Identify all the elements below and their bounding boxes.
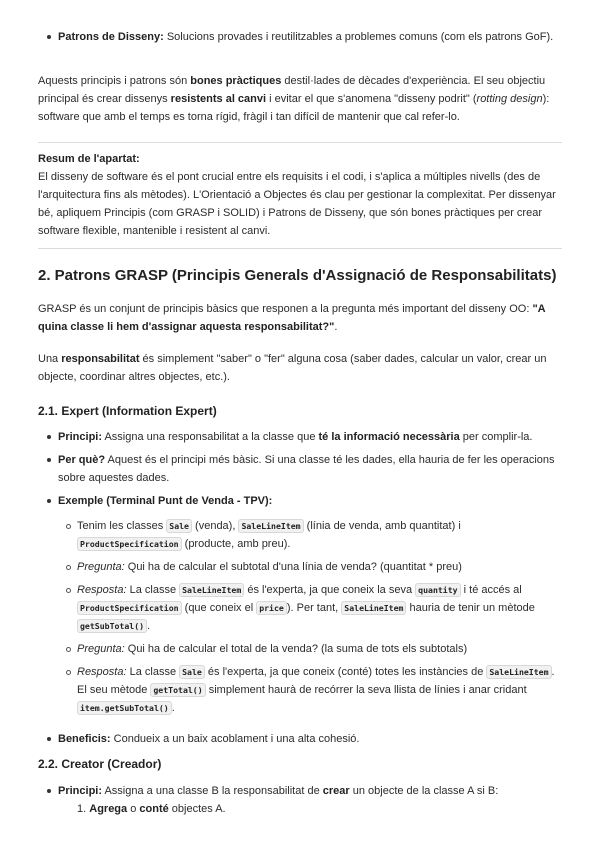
expert-bullet-list xyxy=(58,428,564,510)
section-heading-grasp: 2. Patrons GRASP (Principis Generals d'Assignació de Responsabilitats) xyxy=(38,267,557,284)
subsection-heading-expert: 2.1. Expert (Information Expert) xyxy=(38,404,217,418)
beneficis-list xyxy=(58,730,564,748)
intro-paragraph: Aquests principis i patrons són bones pràctiques destil·lades de dècades d'experiència. El seu objectiu principal és crear dissenys resistents al canvi i evitar el que s'anomena "disseny podrit" (rotting design): software que amb el temps es torna rígid, fràgil i tan difícil de mantenir que cal refer-lo. xyxy=(38,75,550,123)
divider xyxy=(38,248,562,249)
responsibility-paragraph: Una responsabilitat és simplement "saber" o "fer" alguna cosa (saber dades, calcular un valor, crear un objecte, coordinar altres objectes, etc.). xyxy=(38,353,547,383)
list-item-beneficis: Beneficis: Condueix a un baix acoblament i una alta cohesió. xyxy=(58,730,564,748)
divider xyxy=(38,142,562,143)
subsection-heading-creator: 2.2. Creator (Creador) xyxy=(38,757,162,771)
grasp-intro-paragraph: GRASP és un conjunt de principis bàsics que responen a la pregunta més important del disseny OO: "A quina classe li hem d'assignar aquesta responsabilitat?". xyxy=(38,303,546,333)
list-item-principi: Principi: Assigna a una classe B la responsabilitat de crear un objecte de la classe A si B: xyxy=(58,782,564,800)
list-item-exemple: Exemple (Terminal Punt de Venda - TPV): xyxy=(58,492,564,510)
summary-text: El disseny de software és el pont crucial entre els requisits i el codi, i s'aplica a múltiples nivells (des de l'arquitectura fins als mètodes). L'Orientació a Objectes és clau per gestionar la complexitat. Per dissenyar bé, apliquem Principis (com GRASP i SOLID) i Patrons de Disseny, que són bones pràctiques per crear software flexible, mantenible i resistent al canvi. xyxy=(38,171,556,237)
list-item: Patrons de Disseny: Solucions provades i reutilitzables a problemes comuns (com els patrons GoF). xyxy=(58,28,564,46)
list-item: Resposta: La classe Sale és l'experta, ja que coneix (conté) totes les instàncies de SaleLineItem . El seu mètode getTotal() simplement haurà de recórrer la seva llista de línies i anar cridant item.getSubTotal() . xyxy=(77,663,564,717)
list-item-perque: Per què? Aquest és el principi més bàsic. Si una classe té les dades, ella hauria de fer les operacions sobre aquestes dades. xyxy=(58,451,564,487)
list-item: Tenim les classes Sale (venda), SaleLineItem (línia de venda, amb quantitat) i ProductSpecification (producte, amb preu). xyxy=(77,517,564,553)
list-item: Pregunta: Qui ha de calcular el total de la venda? (la suma de tots els subtotals) xyxy=(77,640,564,658)
creator-bullet-list xyxy=(58,782,564,800)
example-sublist xyxy=(77,517,564,717)
list-item: Pregunta: Qui ha de calcular el subtotal d'una línia de venda? (quantitat * preu) xyxy=(77,558,564,576)
patterns-bullet-list xyxy=(58,28,564,46)
creator-ordered-item: 1. Agrega o conté objectes A. xyxy=(77,803,226,815)
list-item: Resposta: La classe SaleLineItem és l'experta, ja que coneix la seva quantity i té accés al ProductSpecification (que coneix el price ). Per tant, SaleLineItem hauria de tenir un mètode getSubTotal() . xyxy=(77,581,564,635)
list-item-principi: Principi: Assigna una responsabilitat a la classe que té la informació necessària per complir-la. xyxy=(58,428,564,446)
section-summary xyxy=(38,150,564,240)
summary-title: Resum de l'apartat: xyxy=(38,153,140,165)
